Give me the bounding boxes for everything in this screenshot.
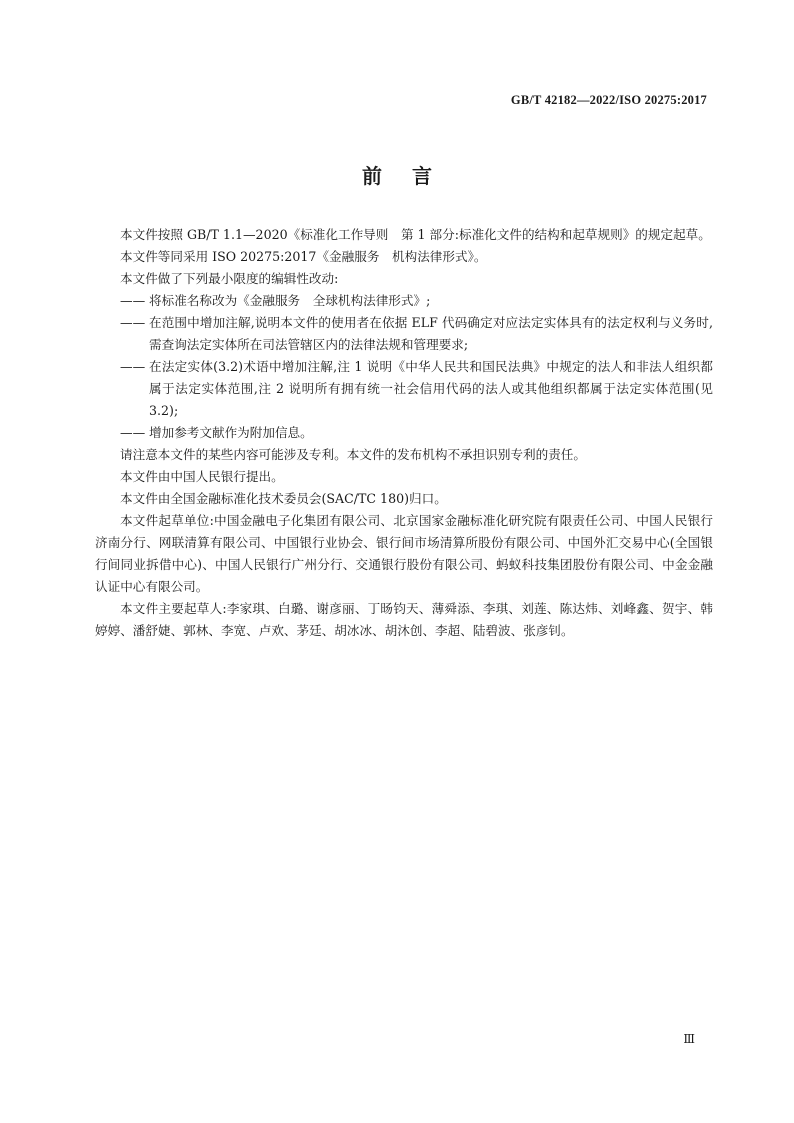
edit-item-text: 在法定实体(3.2)术语中增加注解,注 1 说明《中华人民共和国民法典》中规定的法人和非法人组织都属于法定实体范围,注 2 说明所有拥有统一社会信用代码的法人或其他组织都属于法定实体范围(见 3.2); bbox=[149, 359, 713, 418]
dash-marker: —— bbox=[120, 359, 146, 374]
page-number: Ⅲ bbox=[683, 1032, 695, 1046]
page-title: 前言 bbox=[362, 164, 462, 188]
drafting-units-paragraph: 本文件起草单位:中国金融电子化集团有限公司、北京国家金融标准化研究院有限责任公司、中国人民银行济南分行、网联清算有限公司、中国银行业协会、银行间市场清算所股份有限公司、中国外汇交易中心(全国银行间同业拆借中心)、中国人民银行广州分行、交通银行股份有限公司、蚂蚁科技集团股份有限公司、中金金融认证中心有限公司。 bbox=[95, 513, 713, 594]
edit-item-text: 在范围中增加注解,说明本文件的使用者在依据 ELF 代码确定对应法定实体具有的法定权利与义务时,需查询法定实体所在司法管辖区内的法律法规和管理要求; bbox=[149, 315, 713, 352]
edit-list-item bbox=[95, 356, 713, 422]
dash-marker: —— bbox=[120, 315, 146, 330]
dash-marker: —— bbox=[120, 425, 146, 440]
drafters-paragraph: 本文件主要起草人:李家琪、白璐、谢彦丽、丁旸钧天、薄舜添、李琪、刘莲、陈达炜、刘峰鑫、贺宇、韩婷婷、潘舒婕、郭林、李宽、卢欢、茅廷、胡冰冰、胡沐创、李超、陆碧波、张彦钊。 bbox=[95, 601, 713, 638]
standard-code-header: GB/T 42182—2022/ISO 20275:2017 bbox=[510, 93, 707, 107]
dash-marker: —— bbox=[120, 293, 146, 308]
intro-paragraph-edits-lead: 本文件做了下列最小限度的编辑性改动: bbox=[120, 271, 339, 286]
edit-list-item bbox=[95, 422, 713, 444]
intro-paragraph-drafting-rules: 本文件按照 GB/T 1.1—2020《标准化工作导则 第 1 部分:标准化文件的结构和起草规则》的规定起草。 bbox=[120, 227, 711, 242]
edit-item-text: 将标准名称改为《金融服务 全球机构法律形式》; bbox=[149, 293, 431, 308]
committee-paragraph: 本文件由全国金融标准化技术委员会(SAC/TC 180)归口。 bbox=[120, 491, 447, 506]
proposer-paragraph: 本文件由中国人民银行提出。 bbox=[120, 469, 284, 484]
intro-paragraph-adoption: 本文件等同采用 ISO 20275:2017《金融服务 机构法律形式》。 bbox=[120, 249, 487, 264]
edit-list-item bbox=[95, 290, 713, 312]
patent-notice-paragraph: 请注意本文件的某些内容可能涉及专利。本文件的发布机构不承担识别专利的责任。 bbox=[120, 447, 586, 462]
edit-list-item bbox=[95, 312, 713, 356]
foreword-body bbox=[95, 224, 713, 642]
edit-item-text: 增加参考文献作为附加信息。 bbox=[149, 425, 313, 440]
